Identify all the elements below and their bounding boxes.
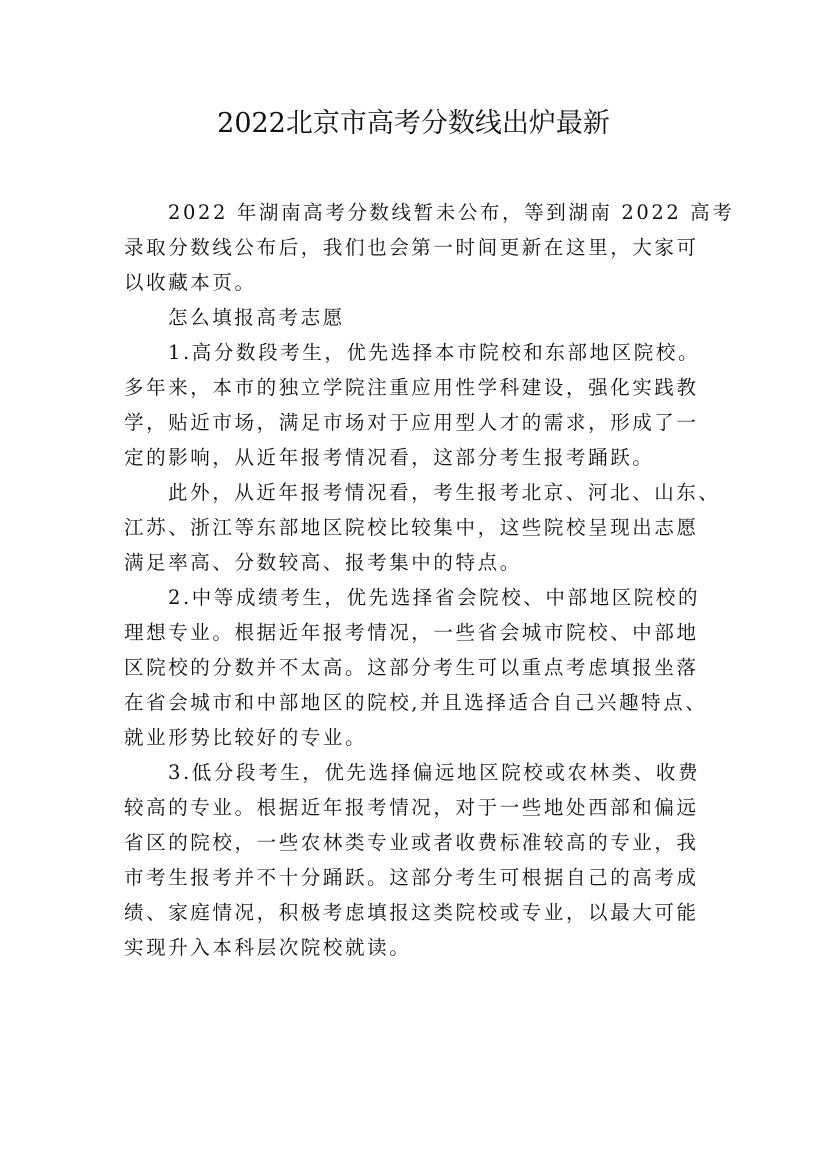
paragraph-line: 3.低分段考生，优先选择偏远地区院校或农林类、收费 [168,761,701,784]
paragraph-line: 省区的院校，一些农林类专业或者收费标准较高的专业，我 [124,831,699,854]
paragraph-line: 多年来，本市的独立学院注重应用性学科建设，强化实践教 [124,376,699,399]
section-heading: 怎么填报高考志愿 [168,306,345,329]
paragraph-line: 定的影响，从近年报考情况看，这部分考生报考踊跃。 [124,446,655,469]
paragraph-line: 理想专业。根据近年报考情况，一些省会城市院校、中部地 [124,621,699,644]
paragraph-line: 绩、家庭情况，积极考虑填报这类院校或专业，以最大可能 [124,901,699,924]
paragraph-line: 较高的专业。根据近年报考情况，对于一些地处西部和偏远 [124,796,699,819]
document-title: 2022北京市高考分数线出炉最新 [217,108,610,139]
paragraph-line: 实现升入本科层次院校就读。 [124,936,412,959]
paragraph-line: 区院校的分数并不太高。这部分考生可以重点考虑填报坐落 [124,656,699,679]
paragraph-line: 学，贴近市场，满足市场对于应用型人才的需求，形成了一 [124,411,699,434]
paragraph-line: 2022 年湖南高考分数线暂未公布，等到湖南 2022 高考 [168,201,735,224]
paragraph-line: 市考生报考并不十分踊跃。这部分考生可根据自己的高考成 [124,866,699,889]
paragraph-line: 此外，从近年报考情况看，考生报考北京、河北、山东、 [168,481,721,504]
paragraph-line: 2.中等成绩考生，优先选择省会院校、中部地区院校的 [168,586,701,609]
paragraph-line: 满足率高、分数较高、报考集中的特点。 [124,551,522,574]
paragraph-line: 在省会城市和中部地区的院校,并且选择适合自己兴趣特点、 [124,691,708,714]
paragraph-line: 1.高分数段考生，优先选择本市院校和东部地区院校。 [168,341,701,364]
paragraph-line: 录取分数线公布后，我们也会第一时间更新在这里，大家可 [124,236,699,259]
document-body [124,195,735,965]
paragraph-line: 以收藏本页。 [124,271,257,294]
paragraph-line: 江苏、浙江等东部地区院校比较集中，这些院校呈现出志愿 [124,516,699,539]
paragraph-line: 就业形势比较好的专业。 [124,726,368,749]
